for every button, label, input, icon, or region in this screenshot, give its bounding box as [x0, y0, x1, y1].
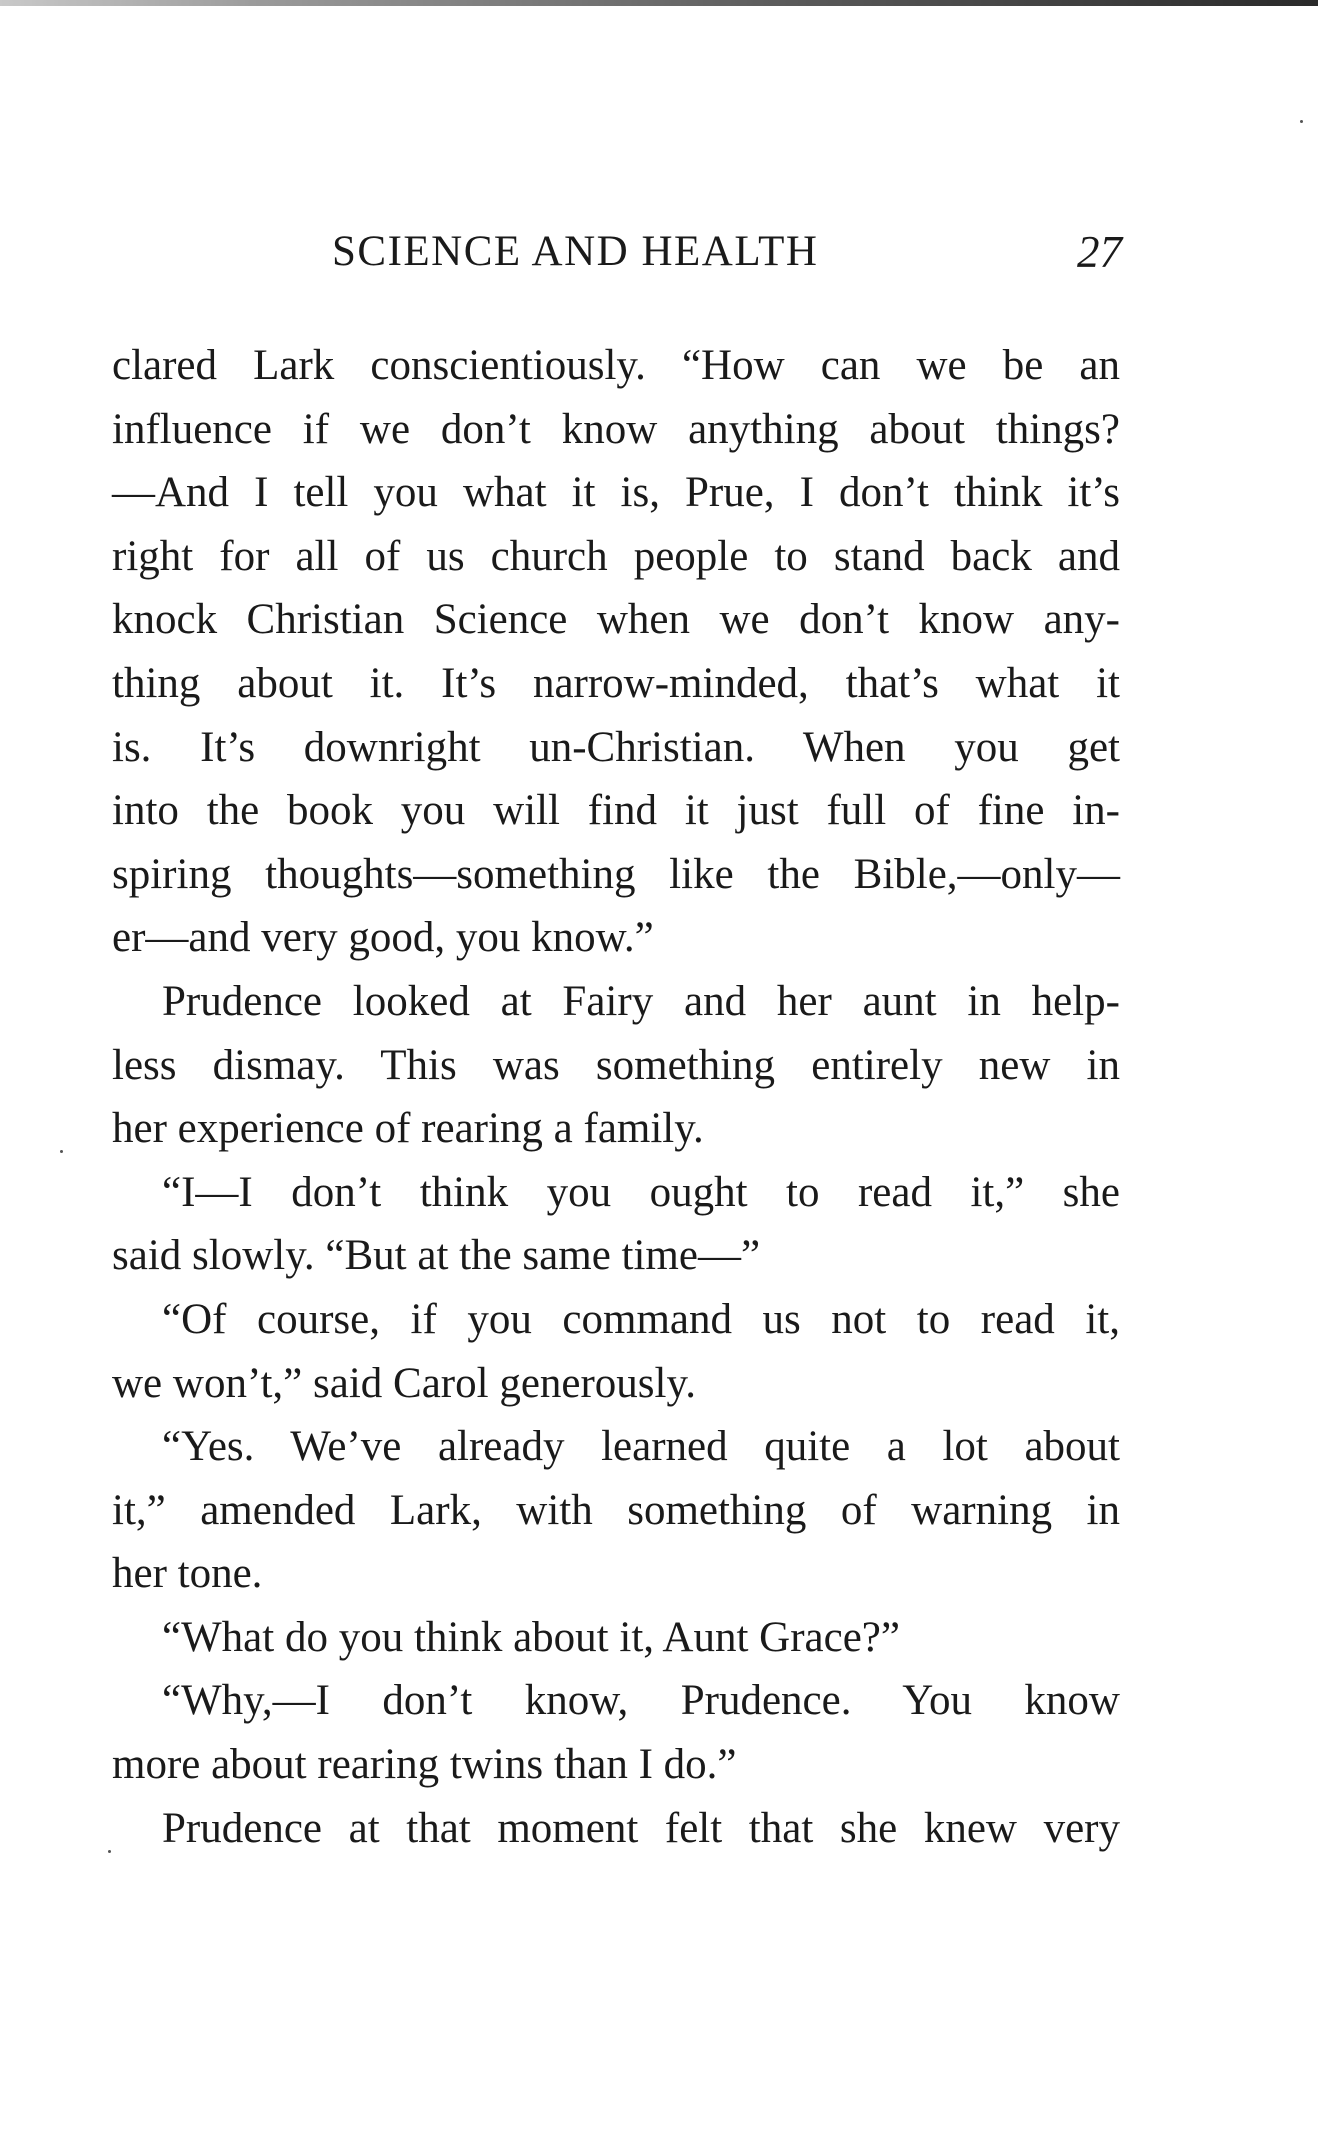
text-line: “What do you think about it, Aunt Grace?”	[162, 1613, 900, 1661]
text-line: is. It’s downright un-Christian. When you get	[112, 723, 1120, 771]
text-line: “I—I don’t think you ought to read it,” she	[162, 1168, 1120, 1216]
text-line: her tone.	[112, 1550, 263, 1598]
text-line: Prudence at that moment felt that she knew very	[162, 1804, 1120, 1852]
running-title: SCIENCE AND HEALTH	[332, 228, 819, 275]
text-line: spiring thoughts—something like the Bible,—only—	[112, 850, 1120, 898]
text-line: into the book you will find it just full of fine in-	[112, 787, 1120, 835]
paper-speck	[108, 1850, 111, 1853]
text-line: —And I tell you what it is, Prue, I don’t think it’s	[112, 469, 1120, 517]
page-top-edge	[0, 0, 1318, 6]
text-line: we won’t,” said Carol generously.	[112, 1359, 696, 1407]
paper-speck	[1300, 120, 1303, 123]
text-line: knock Christian Science when we don’t know any-	[112, 596, 1120, 644]
text-line: less dismay. This was something entirely new in	[112, 1041, 1120, 1089]
text-line: it,” amended Lark, with something of warning in	[112, 1486, 1120, 1534]
text-line: thing about it. It’s narrow-minded, that’s what it	[112, 659, 1120, 707]
text-line: clared Lark conscientiously. “How can we be an	[112, 342, 1120, 389]
text-line: Prudence looked at Fairy and her aunt in help-	[162, 977, 1120, 1025]
paper-speck	[60, 1150, 63, 1153]
text-line: said slowly. “But at the same time—”	[112, 1232, 761, 1280]
body-text	[112, 334, 1120, 1860]
text-line: her experience of rearing a family.	[112, 1105, 704, 1153]
text-line: er—and very good, you know.”	[112, 914, 654, 962]
text-line: “Yes. We’ve already learned quite a lot about	[162, 1423, 1120, 1471]
text-line: “Why,—I don’t know, Prudence. You know	[162, 1677, 1120, 1725]
text-line: “Of course, if you command us not to read it,	[162, 1295, 1120, 1343]
text-line: more about rearing twins than I do.”	[112, 1741, 737, 1789]
text-line: right for all of us church people to stand back and	[112, 532, 1120, 580]
text-line: influence if we don’t know anything about things?	[112, 405, 1120, 453]
running-head	[332, 222, 1122, 282]
page-number: 27	[1077, 227, 1122, 277]
